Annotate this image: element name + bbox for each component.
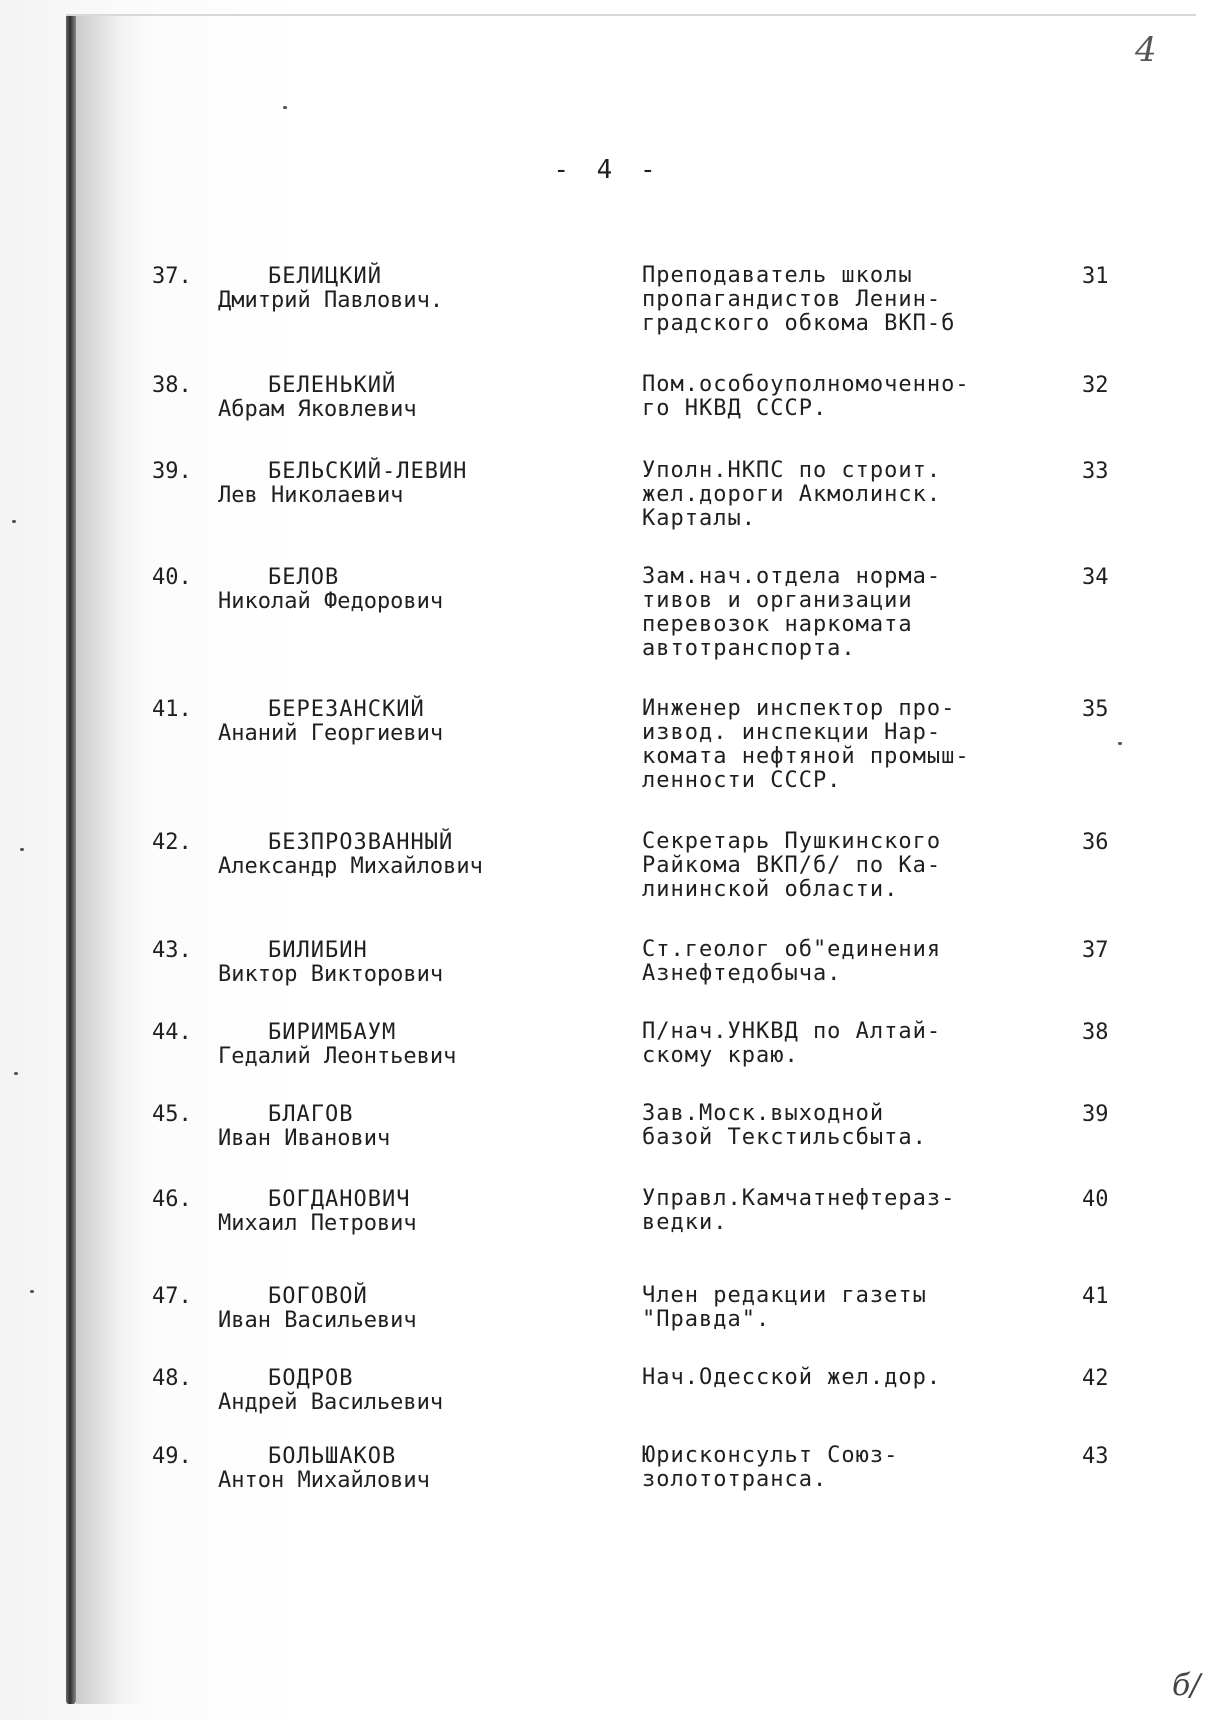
entry-reference-number: 32 [1082,373,1109,398]
entry-given-names: Абрам Яковлевич [218,397,417,422]
entry-given-names: Виктор Викторович [218,962,444,987]
entry-reference-number: 34 [1082,565,1109,590]
entry-number: 48. [152,1366,192,1391]
entry-given-names: Ананий Георгиевич [218,721,444,746]
scan-speck [12,520,16,523]
entry-number: 45. [152,1102,192,1127]
entry-reference-number: 37 [1082,938,1109,963]
entry-number: 39. [152,459,192,484]
entry-position: Управл.Камчатнефтераз- ведки. [642,1186,956,1235]
entry-number: 43. [152,938,192,963]
entry-position: Уполн.НКПС по строит. жел.дороги Акмолинск. Карталы. [642,458,942,531]
entry-number: 46. [152,1187,192,1212]
entry-position: Зам.нач.отдела норма- тивов и организации перевозок наркомата автотранспорта. [642,564,942,661]
handwritten-page-mark: 4 [1135,30,1157,70]
entry-given-names: Иван Васильевич [218,1308,417,1333]
scan-speck [1118,742,1122,745]
entry-given-names: Антон Михайлович [218,1468,430,1493]
entry-surname: БОГДАНОВИЧ [268,1187,411,1212]
entry-surname: БЕЗПРОЗВАННЫЙ [268,830,454,855]
entry-position: Ст.геолог об"единения Азнефтедобыча. [642,937,942,986]
entry-number: 38. [152,373,192,398]
entry-position: Пом.особоуполномоченно- го НКВД СССР. [642,372,970,421]
entry-number: 44. [152,1020,192,1045]
page-top-edge [66,14,1196,16]
entry-given-names: Гедалий Леонтьевич [218,1044,457,1069]
entry-number: 47. [152,1284,192,1309]
entry-position: Зав.Моск.выходной базой Текстильсбыта. [642,1101,927,1150]
entry-surname: БЕЛЕНЬКИЙ [268,373,397,398]
entry-surname: БИЛИБИН [268,938,368,963]
entry-given-names: Михаил Петрович [218,1211,417,1236]
entry-position: Инженер инспектор про- извод. инспекции Нар- комата нефтяной промыш- ленности СССР. [642,696,970,793]
entry-reference-number: 31 [1082,264,1109,289]
entry-surname: БЕЛОВ [268,565,340,590]
entry-reference-number: 38 [1082,1020,1109,1045]
scan-speck [20,848,24,851]
entry-surname: БОГОВОЙ [268,1284,368,1309]
entry-reference-number: 43 [1082,1444,1109,1469]
entry-reference-number: 33 [1082,459,1109,484]
entry-position: Нач.Одесской жел.дор. [642,1365,942,1390]
entry-reference-number: 39 [1082,1102,1109,1127]
entry-surname: БЕЛИЦКИЙ [268,264,382,289]
entry-surname: БИРИМБАУМ [268,1020,397,1045]
entry-reference-number: 35 [1082,697,1109,722]
page-number: - 4 - [553,155,662,185]
entry-number: 49. [152,1444,192,1469]
entry-position: Юрисконсульт Союз- золототранса. [642,1443,899,1492]
entry-position: П/нач.УНКВД по Алтай- скому краю. [642,1019,942,1068]
entry-surname: БЛАГОВ [268,1102,354,1127]
entry-number: 41. [152,697,192,722]
entry-position: Секретарь Пушкинского Райкома ВКП/б/ по Ка- лининской области. [642,829,942,902]
scan-speck [283,106,287,109]
handwritten-bottom-mark: б/ [1172,1668,1201,1703]
entry-given-names: Дмитрий Павлович. [218,288,444,313]
binding-shadow [76,14,146,1704]
entry-position: Преподаватель школы пропагандистов Ленин- градского обкома ВКП-б [642,263,956,336]
entry-number: 40. [152,565,192,590]
entry-surname: БЕЛЬСКИЙ-ЛЕВИН [268,459,468,484]
entry-surname: БЕРЕЗАНСКИЙ [268,697,425,722]
entry-given-names: Николай Федорович [218,589,444,614]
entry-number: 37. [152,264,192,289]
entry-given-names: Иван Иванович [218,1126,391,1151]
binding-edge [66,14,76,1704]
entry-surname: БОДРОВ [268,1366,354,1391]
entry-number: 42. [152,830,192,855]
entry-reference-number: 36 [1082,830,1109,855]
scan-speck [14,1072,18,1075]
entry-given-names: Лев Николаевич [218,483,404,508]
entry-reference-number: 41 [1082,1284,1109,1309]
scan-speck [30,1290,34,1293]
entry-reference-number: 42 [1082,1366,1109,1391]
entry-given-names: Андрей Васильевич [218,1390,444,1415]
entry-reference-number: 40 [1082,1187,1109,1212]
entry-surname: БОЛЬШАКОВ [268,1444,397,1469]
entry-given-names: Александр Михайлович [218,854,483,879]
entry-position: Член редакции газеты "Правда". [642,1283,927,1332]
